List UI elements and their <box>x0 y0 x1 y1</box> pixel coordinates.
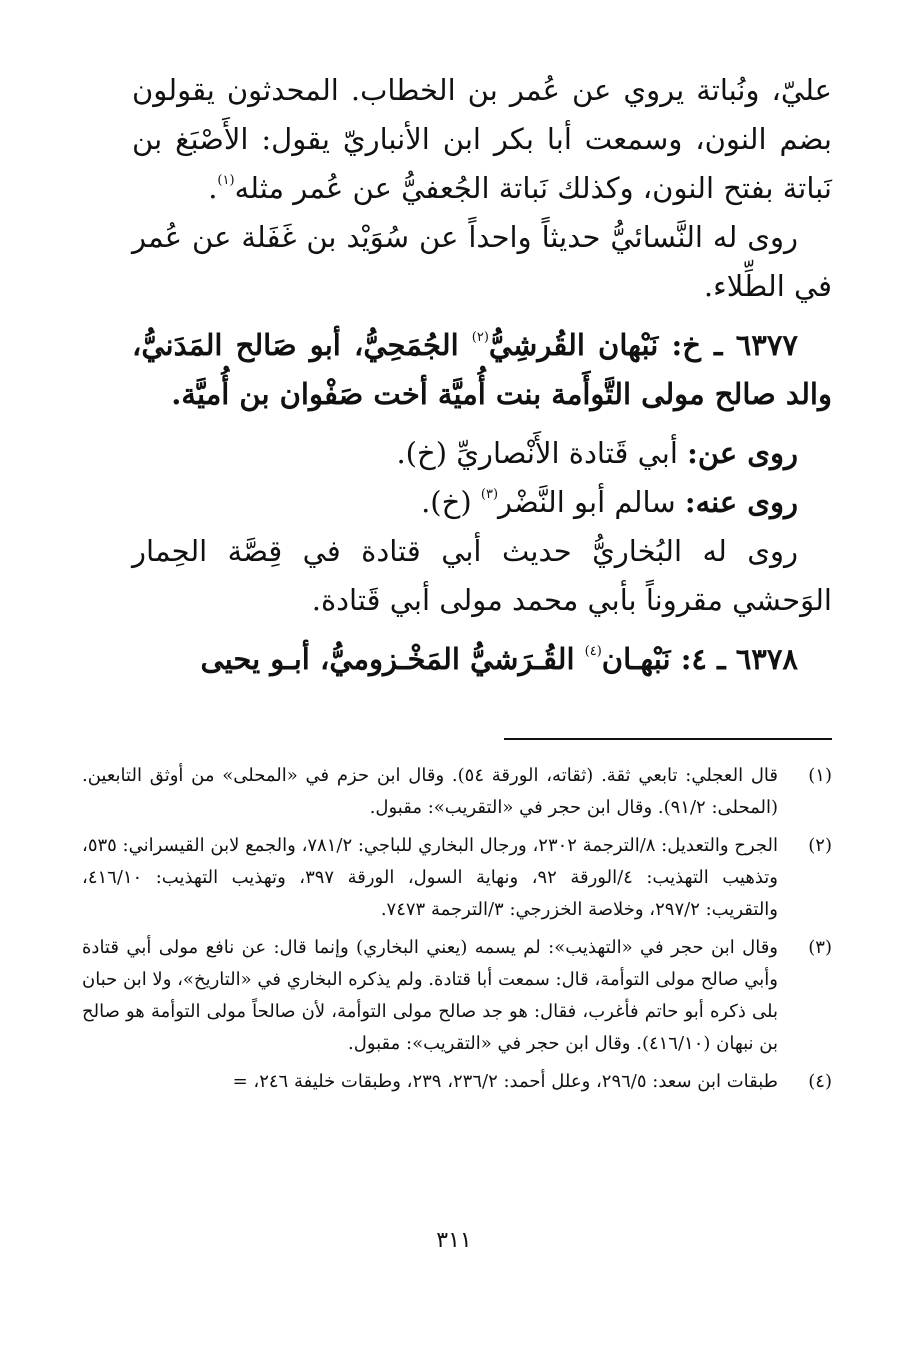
entry-6377-body: الجُمَحِيُّ، أبو صَالح المَدَنيُّ، والد صالح مولى التَّوأَمة بنت أُميَّة أخت صَفْوان بن أُميَّة. <box>132 328 832 411</box>
narrated-from-value: أبي قَتادة الأَنْصاريِّ (خ). <box>396 436 688 470</box>
narrated-from-label: روى عن: <box>687 436 798 470</box>
entry-6377-heading: ٦٣٧٧ ـ خ: نَبْهان القُرشِيُّ <box>488 328 798 362</box>
footnote-2 <box>82 830 832 926</box>
paragraph-intro: عليّ، ونُباتة يروي عن عُمر بن الخطاب. المحدثون يقولون بضم النون، وسمعت أبا بكر ابن الأنباريّ يقول: الأَصْبَغ بن نَباتة بفتح النون، وكذلك نَباتة الجُعفيُّ عن عُمر مثله$^{(١)}$. <box>132 73 832 205</box>
footnotes <box>82 760 832 1104</box>
page-number: ٣١١ <box>436 1228 472 1253</box>
paragraph-bukhari: روى له البُخاريُّ حديث أبي قتادة في قِصَّة الحِمار الوَحشي مقروناً بأبي محمد مولى أبي قَتادة. <box>132 534 832 617</box>
narrated-by-label: روى عنه: <box>684 485 798 519</box>
footnote-ref-4: (٤) <box>584 644 602 659</box>
footnote-number: (٢) <box>808 835 832 856</box>
narrated-by: روى عنه: سالم أبو النَّضْر$^{(٣)}$ (خ). <box>421 485 798 519</box>
main-text <box>132 66 832 684</box>
narrated-by-value: سالم أبو النَّضْر <box>498 485 685 519</box>
footnote-ref-2: (٢) <box>471 330 489 345</box>
footnote-text: طبقات ابن سعد: ٢٩٦/٥، وعلل أحمد: ٢٣٦/٢، ٢٣٩، وطبقات خليفة ٢٤٦، = <box>232 1071 778 1092</box>
footnote-divider <box>504 738 832 740</box>
footnote-number: (١) <box>808 765 832 786</box>
footnote-ref-1: (١) <box>217 173 235 188</box>
footnote-number: (٣) <box>808 937 832 958</box>
footnote-3 <box>82 932 832 1060</box>
footnote-4 <box>82 1066 832 1098</box>
entry-6378 <box>132 635 832 684</box>
footnote-ref-3: (٣) <box>480 487 499 502</box>
paragraph-nasai: روى له النَّسائيُّ حديثاً واحداً عن سُوَيْد بن غَفَلة عن عُمر في الطِّلاء. <box>132 220 832 303</box>
footnote-text: وقال ابن حجر في «التهذيب»: لم يسمه (يعني البخاري) وإنما قال: عن نافع مولى أبي قتادة وأبي صالح مولى التوأمة، قال: سمعت أبا قتادة. ولم يذكره البخاري في «التاريخ»، ولا ابن حبان بلى ذكره أبو حاتم فأغرب، فقال: هو جد صالح مولى التوأمة، لأن صالحاً مولى التوأمة هو صالح بن نبهان (٤١٦/١٠). وقال ابن حجر في «التقريب»: مقبول. <box>82 937 778 1054</box>
footnote-text: قال العجلي: تابعي ثقة. (ثقاته، الورقة ٥٤). وقال ابن حزم في «المحلى» من أوثق التابعين. (المحلى: ٩١/٢). وقال ابن حجر في «التقريب»: مقبول. <box>82 765 778 818</box>
narrated-from <box>132 429 832 478</box>
footnote-number: (٤) <box>808 1071 832 1092</box>
entry-6377 <box>132 321 832 419</box>
footnote-text: الجرح والتعديل: ٨/الترجمة ٢٣٠٢، ورجال البخاري للباجي: ٧٨١/٢، والجمع لابن القيسراني: ٥٣٥، وتذهيب التهذيب: ٤/الورقة ٩٢، ونهاية السول، الورقة ٣٩٧، وتهذيب التهذيب: ٤١٦/١٠، والتقريب: ٢٩٧/٢، وخلاصة الخزرجي: ٣/الترجمة ٧٤٧٣. <box>82 835 779 920</box>
footnote-1 <box>82 760 832 824</box>
entry-6378-body: القُـرَشيُّ المَخْـزوميُّ، أبـو يحيى <box>200 642 585 676</box>
entry-6378-heading: ٦٣٧٨ ـ ٤: نَبْهـان <box>601 642 798 676</box>
